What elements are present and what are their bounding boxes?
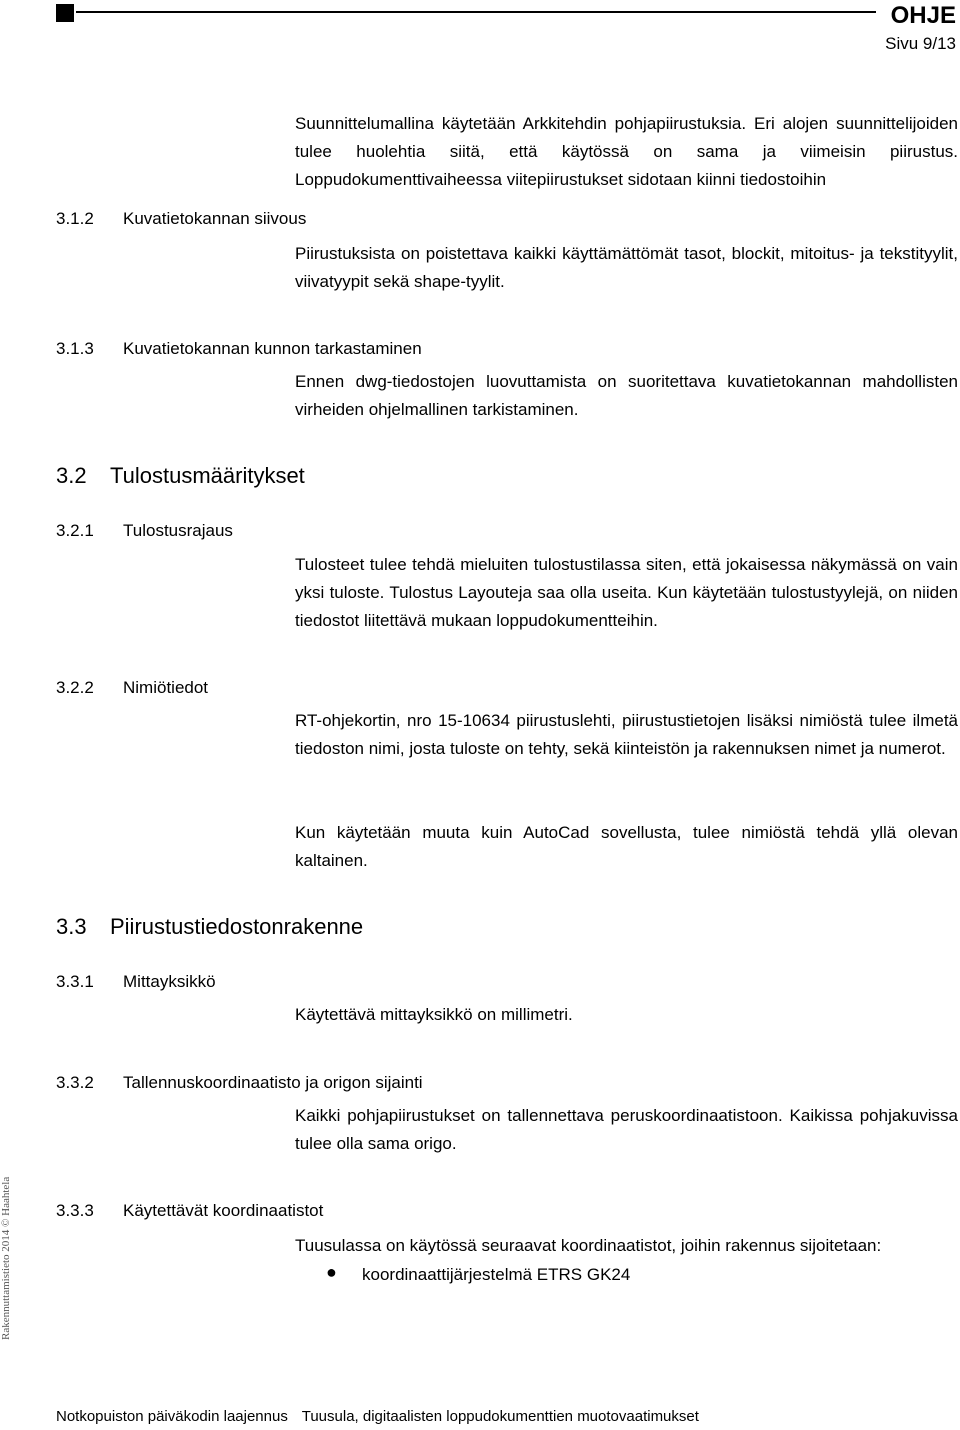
side-watermark: Rakennuttamistieto 2014 © Haahtela xyxy=(0,1176,12,1340)
section-paragraph: Tulosteet tulee tehdä mieluiten tulostustilassa siten, että jokaisessa näkymässä on vain yksi tuloste. Tulostus Layouteja saa olla useita. Kun käytetään tulostustyylejä, on niiden tiedostot liitettävä mukaan loppudokumentteihin. xyxy=(295,555,958,630)
section-paragraph: Piirustuksista on poistettava kaikki käyttämättömät tasot, blockit, mitoitus- ja tekstityylit, viivatyypit sekä shape-tyylit. xyxy=(295,244,958,291)
section-number: 3.1.3 xyxy=(56,339,94,358)
bullet-icon: ● xyxy=(326,1262,337,1282)
section-title: Kuvatietokannan kunnon tarkastaminen xyxy=(123,339,422,358)
document-type: OHJE xyxy=(890,2,956,29)
section-title: Tallennuskoordinaatisto ja origon sijainti xyxy=(123,1073,423,1092)
heading-number: 3.2 xyxy=(56,463,87,488)
section-title: Kuvatietokannan siivous xyxy=(123,209,307,228)
heading-title: Piirustustiedostonrakenne xyxy=(110,914,364,939)
heading-number: 3.3 xyxy=(56,914,87,939)
section-number: 3.2.2 xyxy=(56,678,94,697)
section-paragraph: RT-ohjekortin, nro 15-10634 piirustuslehti, piirustustietojen lisäksi nimiöstä tulee ilmetä tiedoston nimi, josta tuloste on tehty, sekä kiinteistön ja rakennuksen nimet ja numerot. xyxy=(295,711,958,758)
footer-project: Notkopuiston päiväkodin laajennus xyxy=(56,1408,288,1425)
bullet-item: koordinaattijärjestelmä ETRS GK24 xyxy=(362,1265,631,1284)
section-paragraph: Kun käytetään muuta kuin AutoCad sovellusta, tulee nimiöstä tehdä yllä olevan kaltainen. xyxy=(295,823,958,870)
section-number: 3.1.2 xyxy=(56,209,94,228)
section-paragraph: Tuusulassa on käytössä seuraavat koordinaatistot, joihin rakennus sijoitetaan: xyxy=(295,1236,882,1255)
section-paragraph: Ennen dwg-tiedostojen luovuttamista on suoritettava kuvatietokannan mahdollisten virheiden ohjelmallinen tarkistaminen. xyxy=(295,372,958,419)
footer-document: Tuusula, digitaalisten loppudokumenttien muotovaatimukset xyxy=(301,1408,699,1425)
section-title: Tulostusrajaus xyxy=(123,521,233,540)
page-number: Sivu 9/13 xyxy=(885,34,956,53)
section-paragraph: Kaikki pohjapiirustukset on tallennettava peruskoordinaatistoon. Kaikissa pohjakuvissa tulee olla sama origo. xyxy=(295,1106,958,1153)
section-number: 3.3.1 xyxy=(56,972,94,991)
section-number: 3.3.3 xyxy=(56,1201,94,1220)
header-rule xyxy=(76,11,876,13)
section-title: Mittayksikkö xyxy=(123,972,216,991)
section-number: 3.2.1 xyxy=(56,521,94,540)
section-paragraph: Käytettävä mittayksikkö on millimetri. xyxy=(295,1005,573,1024)
footer xyxy=(56,1408,709,1425)
header-square xyxy=(56,4,74,22)
section-title: Käytettävät koordinaatistot xyxy=(123,1201,324,1220)
section-number: 3.3.2 xyxy=(56,1073,94,1092)
heading-title: Tulostusmääritykset xyxy=(110,463,305,488)
section-title: Nimiötiedot xyxy=(123,678,209,697)
intro-paragraph: Suunnittelumallina käytetään Arkkitehdin pohjapiirustuksia. Eri alojen suunnittelijoiden tulee huolehtia siitä, että käytössä on sama ja viimeisin piirustus. Loppudokumenttivaiheessa viitepiirustukset sidotaan kiinni tiedostoihin xyxy=(295,114,958,189)
